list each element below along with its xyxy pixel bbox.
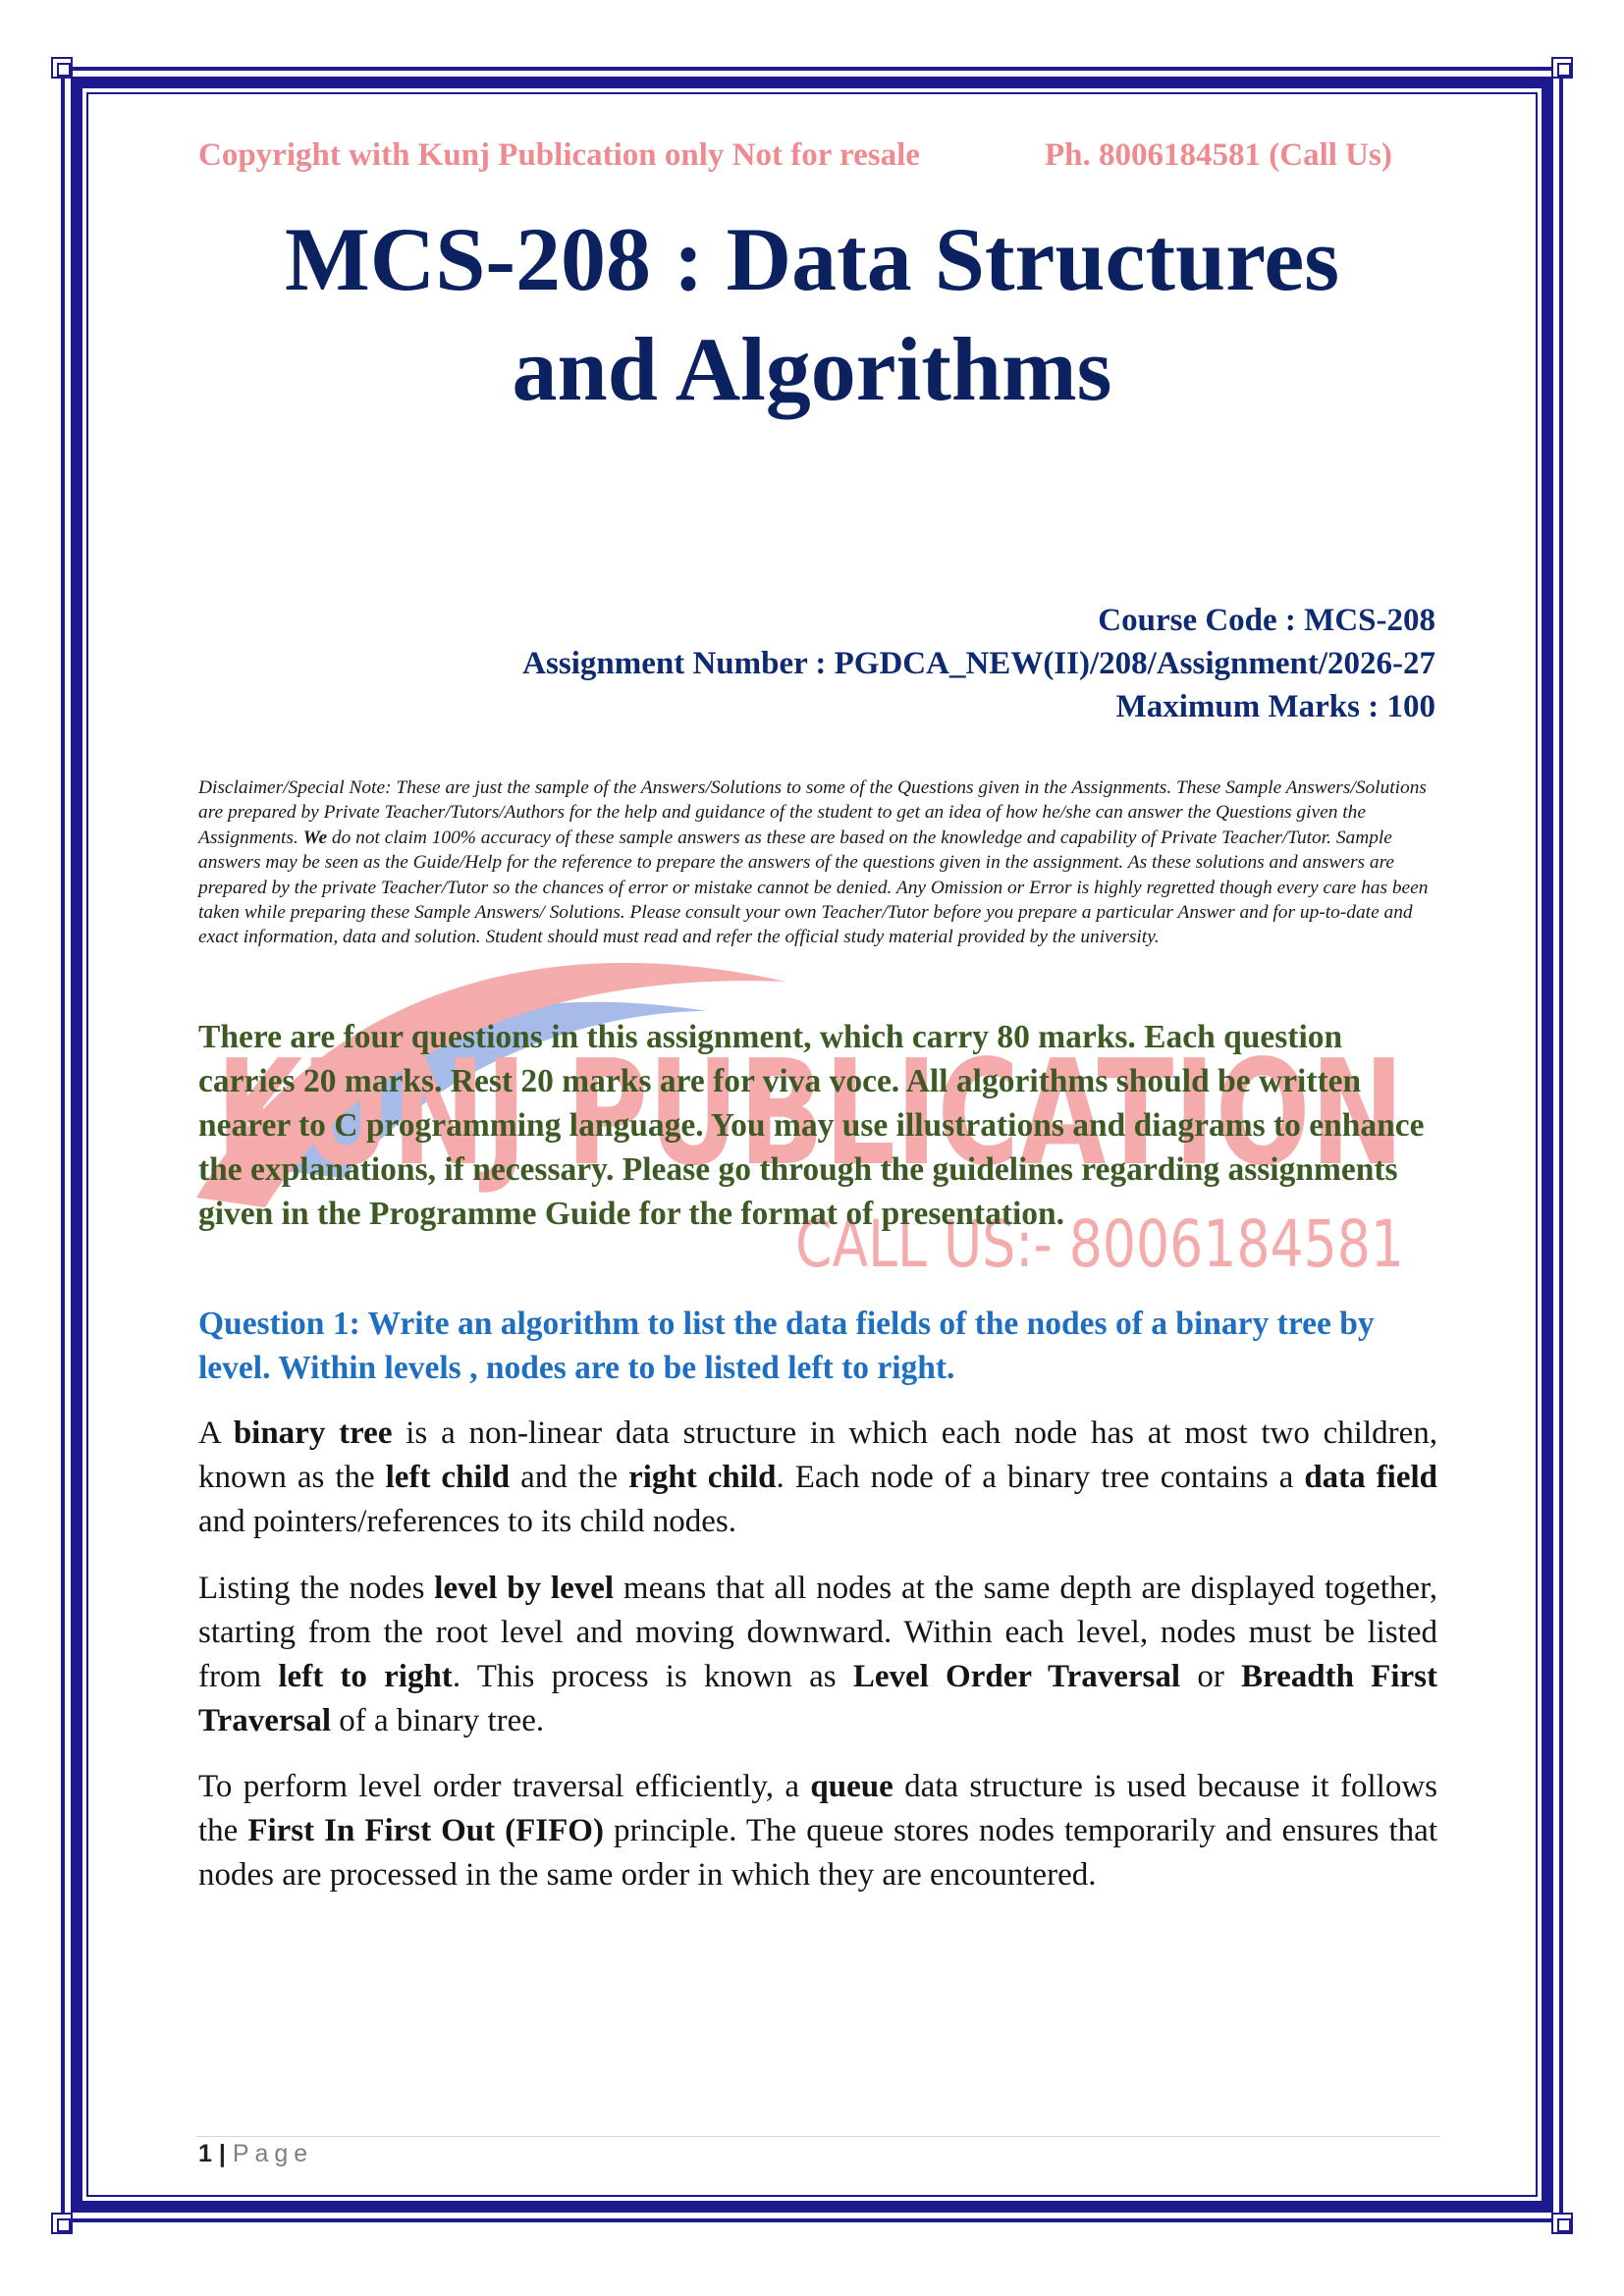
text: data structure is used because it follows the <box>198 1769 1438 1848</box>
text: . This process is known as <box>452 1659 853 1694</box>
text: is a non-linear data structure in which each node has at most two children, known as the <box>198 1415 1437 1495</box>
bold-term: First In First Out (FIFO) <box>247 1813 604 1848</box>
course-code: Course Code : MCS-208 <box>1098 603 1435 638</box>
question-1: Question 1: Write an algorithm to list the data fields of the nodes of a binary tree by level. Within levels , nodes are to be listed left to right. <box>198 1306 1375 1386</box>
text: of a binary tree. <box>331 1703 545 1738</box>
bold-term: binary tree <box>233 1415 393 1451</box>
bold-term: Level Order Traversal <box>852 1659 1181 1694</box>
page-footer <box>198 2140 313 2168</box>
bold-term: Breadth First Traversal <box>198 1659 1437 1738</box>
assignment-number: Assignment Number : PGDCA_NEW(II)/208/Assignment/2026-27 <box>522 646 1435 681</box>
title-line-2: and Algorithms <box>512 319 1112 419</box>
paragraph-binary-tree <box>198 1412 1437 1544</box>
border-corner-ornament <box>51 2213 73 2234</box>
bold-term: left child <box>385 1460 511 1495</box>
page-number: 1 <box>198 2140 212 2167</box>
disclaimer-emphasis: We <box>302 827 328 848</box>
paragraph-level-order <box>198 1567 1437 1743</box>
text: . Each node of a binary tree contains a <box>776 1460 1305 1495</box>
bold-term: data field <box>1304 1460 1437 1495</box>
footer-divider <box>196 2136 1439 2137</box>
copyright-text: Copyright with Kunj Publication only Not for resale <box>198 137 920 173</box>
text: or <box>1180 1659 1242 1694</box>
border-corner-ornament <box>51 57 73 79</box>
text: means that all nodes at the same depth are displayed together, starting from the root level and moving downward. Within each level, nodes must be listed from <box>198 1571 1437 1694</box>
paragraph-queue <box>198 1765 1437 1897</box>
border-corner-ornament <box>1551 2213 1573 2234</box>
page-title <box>177 204 1447 424</box>
maximum-marks: Maximum Marks : 100 <box>1115 689 1435 724</box>
border-corner-ornament <box>1551 57 1573 79</box>
page-label: Page <box>232 2140 314 2167</box>
bold-term: level by level <box>434 1571 615 1606</box>
assignment-instructions: There are four questions in this assignment, which carry 80 marks. Each question carries 20 marks. Rest 20 marks are for viva voce. All algorithms should be written nearer to C programming language. You may use illustrations and diagrams to enhance the explanations, if necessary. Please go through the guidelines regarding assignments given in the Programme Guide for the format of presentation. <box>198 1019 1425 1232</box>
watermark-call: CALL US:- 8006184581 <box>795 1206 1404 1282</box>
copyright-header <box>198 137 1435 174</box>
title-line-1: MCS-208 : Data Structures <box>284 209 1340 309</box>
disclaimer-text: do not claim 100% accuracy of these sample answers as these are based on the knowledge and capability of Private Teacher/Tutor. Sample answers may be seen as the Guide/Help for the reference to prepare the answers of the questions given in the assignment. As these solutions and answers are prepared by the private Teacher/Tutor so the chances of error or mistake cannot be denied. Any Omission or Error is highly regretted though every care has been taken while preparing these Sample Answers/ Solutions. Please consult your own Teacher/Tutor before you prepare a particular Answer and for up-to-date and exact information, data and solution. Student should must read and refer the official study material provided by the university. <box>198 827 1429 948</box>
bold-term: queue <box>810 1769 893 1804</box>
footer-separator: | <box>218 2140 226 2167</box>
text: and the <box>510 1460 629 1495</box>
bold-term: left to right <box>278 1659 453 1694</box>
assignment-meta <box>198 599 1435 728</box>
text: principle. The queue stores nodes temporarily and ensures that nodes are processed in the same order in which they are encountered. <box>198 1813 1437 1893</box>
phone-number: Ph. 8006184581 (Call Us) <box>1045 137 1392 173</box>
text: To perform level order traversal efficiently, a <box>198 1769 811 1804</box>
bold-term: right child <box>628 1460 777 1495</box>
disclaimer-text: Disclaimer/Special Note: These are just the sample of the Answers/Solutions to some of the Questions given in the Assignments. These Sample Answers/Solutions are prepared by Private Teacher/Tutors/Authors for the help and guidance of the student to get an idea of how he/she can answer the Questions given the Assignments. <box>198 777 1427 848</box>
text: A <box>198 1415 234 1451</box>
text: and pointers/references to its child nodes. <box>198 1504 736 1539</box>
watermark-brand: KUNJ PUBLICATION <box>216 1029 1404 1198</box>
disclaimer <box>198 775 1435 950</box>
text: Listing the nodes <box>198 1571 435 1606</box>
